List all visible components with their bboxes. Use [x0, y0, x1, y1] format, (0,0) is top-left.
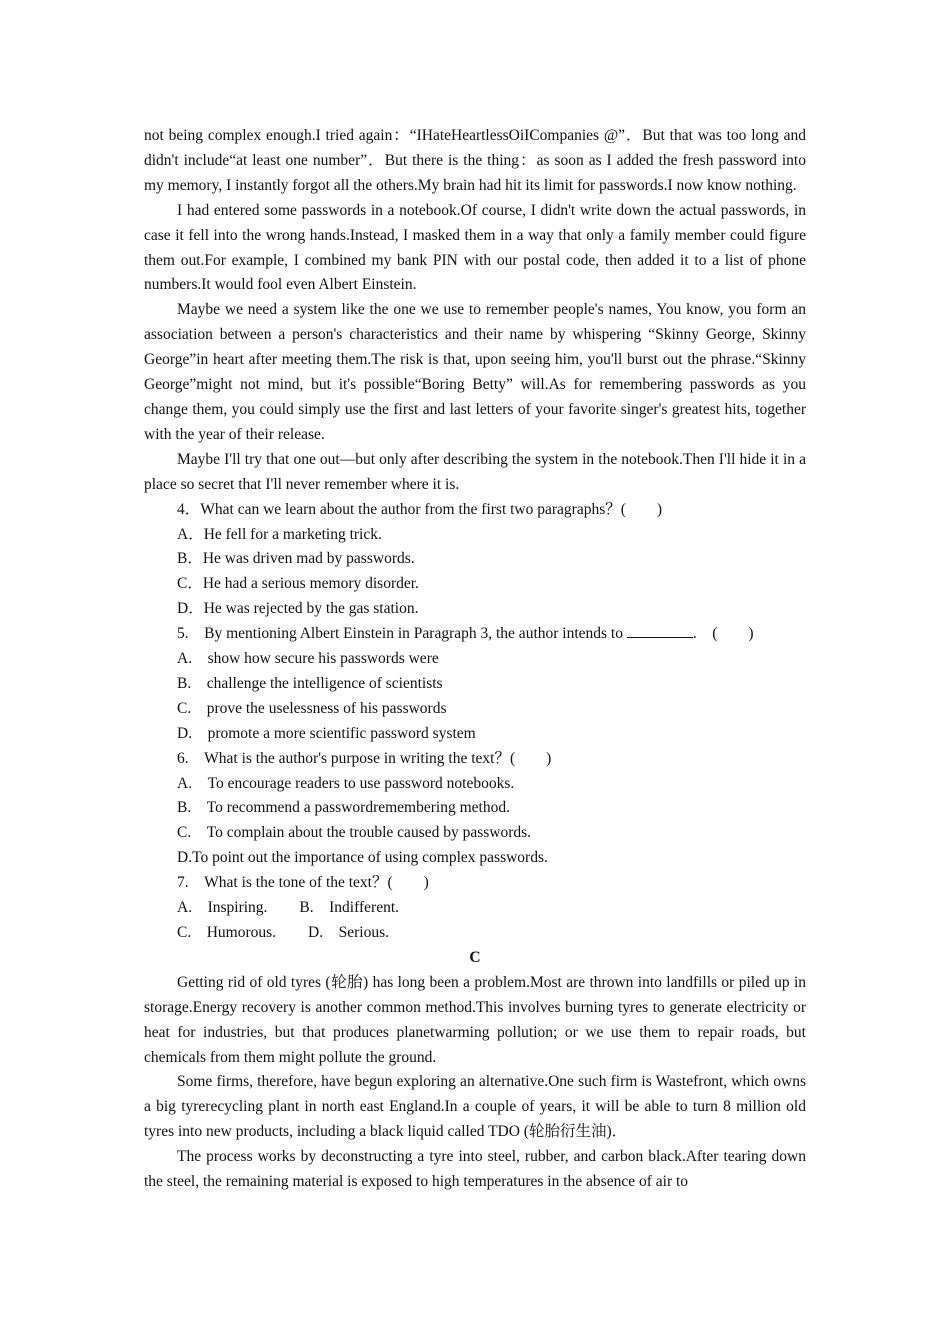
passage-b-paragraph-2: I had entered some passwords in a notebook.Of course, I didn't write down the actual passwords, in case it fell into the wrong hands.Instead, I masked them in a way that only a family member could figure them out.For example, I combined my bank PIN with our postal code, then added it to a list of phone numbers.It would fool even Albert Einstein.	[144, 201, 806, 294]
question-6-option-a: A. To encourage readers to use password notebooks.	[177, 774, 515, 792]
question-5-stem-text: 5. By mentioning Albert Einstein in Paragraph 3, the author intends to	[177, 625, 627, 643]
passage-c-paragraph-1: Getting rid of old tyres (轮胎) has long been a problem.Most are thrown into landfills or piled up in storage.Energy recovery is another common method.This involves burning tyres to generate electricity or heat for industries, but that produces planetwarming pollution; or we use them to repair roads, but chemicals from them might pollute the ground.	[144, 973, 806, 1066]
passage-b-paragraph-3: Maybe we need a system like the one we use to remember people's names, You know, you form an association between a person's characteristics and their name by whispering “Skinny George, Skinny George”in heart after meeting them.The risk is that, upon seeing him, you'll burst out the phrase.“Skinny George”might not mind, but it's possible“Boring Betty” will.As for remembering passwords as you change them, you could simply use the first and last letters of your favorite singer's greatest hits, together with the year of their release.	[144, 301, 806, 443]
passage-c-paragraph-3: The process works by deconstructing a tyre into steel, rubber, and carbon black.After tearing down the steel, the remaining material is exposed to high temperatures in the absence of air to	[144, 1148, 806, 1191]
passage-b-paragraph-4: Maybe I'll try that one out—but only after describing the system in the notebook.Then I'll hide it in a place so secret that I'll never remember where it is.	[144, 450, 806, 493]
question-5-stem	[144, 622, 806, 647]
question-5-stem-end: . ( )	[692, 625, 754, 643]
passage-c-paragraph-2: Some firms, therefore, have begun exploring an alternative.One such firm is Wastefront, which owns a big tyrerecycling plant in north east England.In a couple of years, it will be able to turn 8 million old tyres into new products, including a black liquid called TDO (轮胎衍生油)．	[144, 1073, 806, 1141]
question-4-stem: 4．What can we learn about the author from the first two paragraphs？( )	[177, 500, 663, 518]
passage-b-paragraph-1: not being complex enough.I tried again：“IHateHeartlessOiICompanies @”．But that was too long and didn't include“at least one number”．But there is the thing：as soon as I added the fresh password into my memory, I instantly forgot all the others.My brain had hit its limit for passwords.I now know nothing.	[144, 127, 806, 194]
question-7-option-c: C. Humorous.	[177, 924, 277, 941]
question-7-option-b: B. Indifferent.	[299, 899, 399, 917]
question-5-option-d: D. promote a more scientific password system	[177, 724, 476, 742]
question-4-option-c: C．He had a serious memory disorder.	[177, 575, 419, 593]
question-4-option-a: A．He fell for a marketing trick.	[177, 525, 382, 543]
question-6-stem: 6. What is the author's purpose in writing the text？( )	[177, 749, 552, 767]
question-6-option-d: D.To point out the importance of using complex passwords.	[177, 849, 548, 867]
question-5-option-a: A. show how secure his passwords were	[177, 650, 439, 668]
question-7-options-row-1	[144, 896, 806, 921]
question-7-options-row-2	[144, 921, 806, 946]
question-4-option-d: D．He was rejected by the gas station.	[177, 600, 419, 618]
document-page	[144, 124, 806, 1195]
question-5-option-b: B. challenge the intelligence of scientists	[177, 674, 443, 692]
answer-blank	[627, 623, 693, 638]
section-c-heading: C	[469, 948, 481, 966]
question-6-option-c: C. To complain about the trouble caused by passwords.	[177, 824, 532, 842]
question-7-option-d: D. Serious.	[308, 924, 389, 941]
question-4-option-b: B．He was driven mad by passwords.	[177, 550, 415, 568]
question-7-option-a: A. Inspiring.	[177, 899, 268, 917]
question-7-stem: 7. What is the tone of the text？( )	[177, 874, 429, 892]
question-5-option-c: C. prove the uselessness of his passwords	[177, 699, 447, 717]
question-6-option-b: B. To recommend a passwordremembering method.	[177, 799, 510, 817]
